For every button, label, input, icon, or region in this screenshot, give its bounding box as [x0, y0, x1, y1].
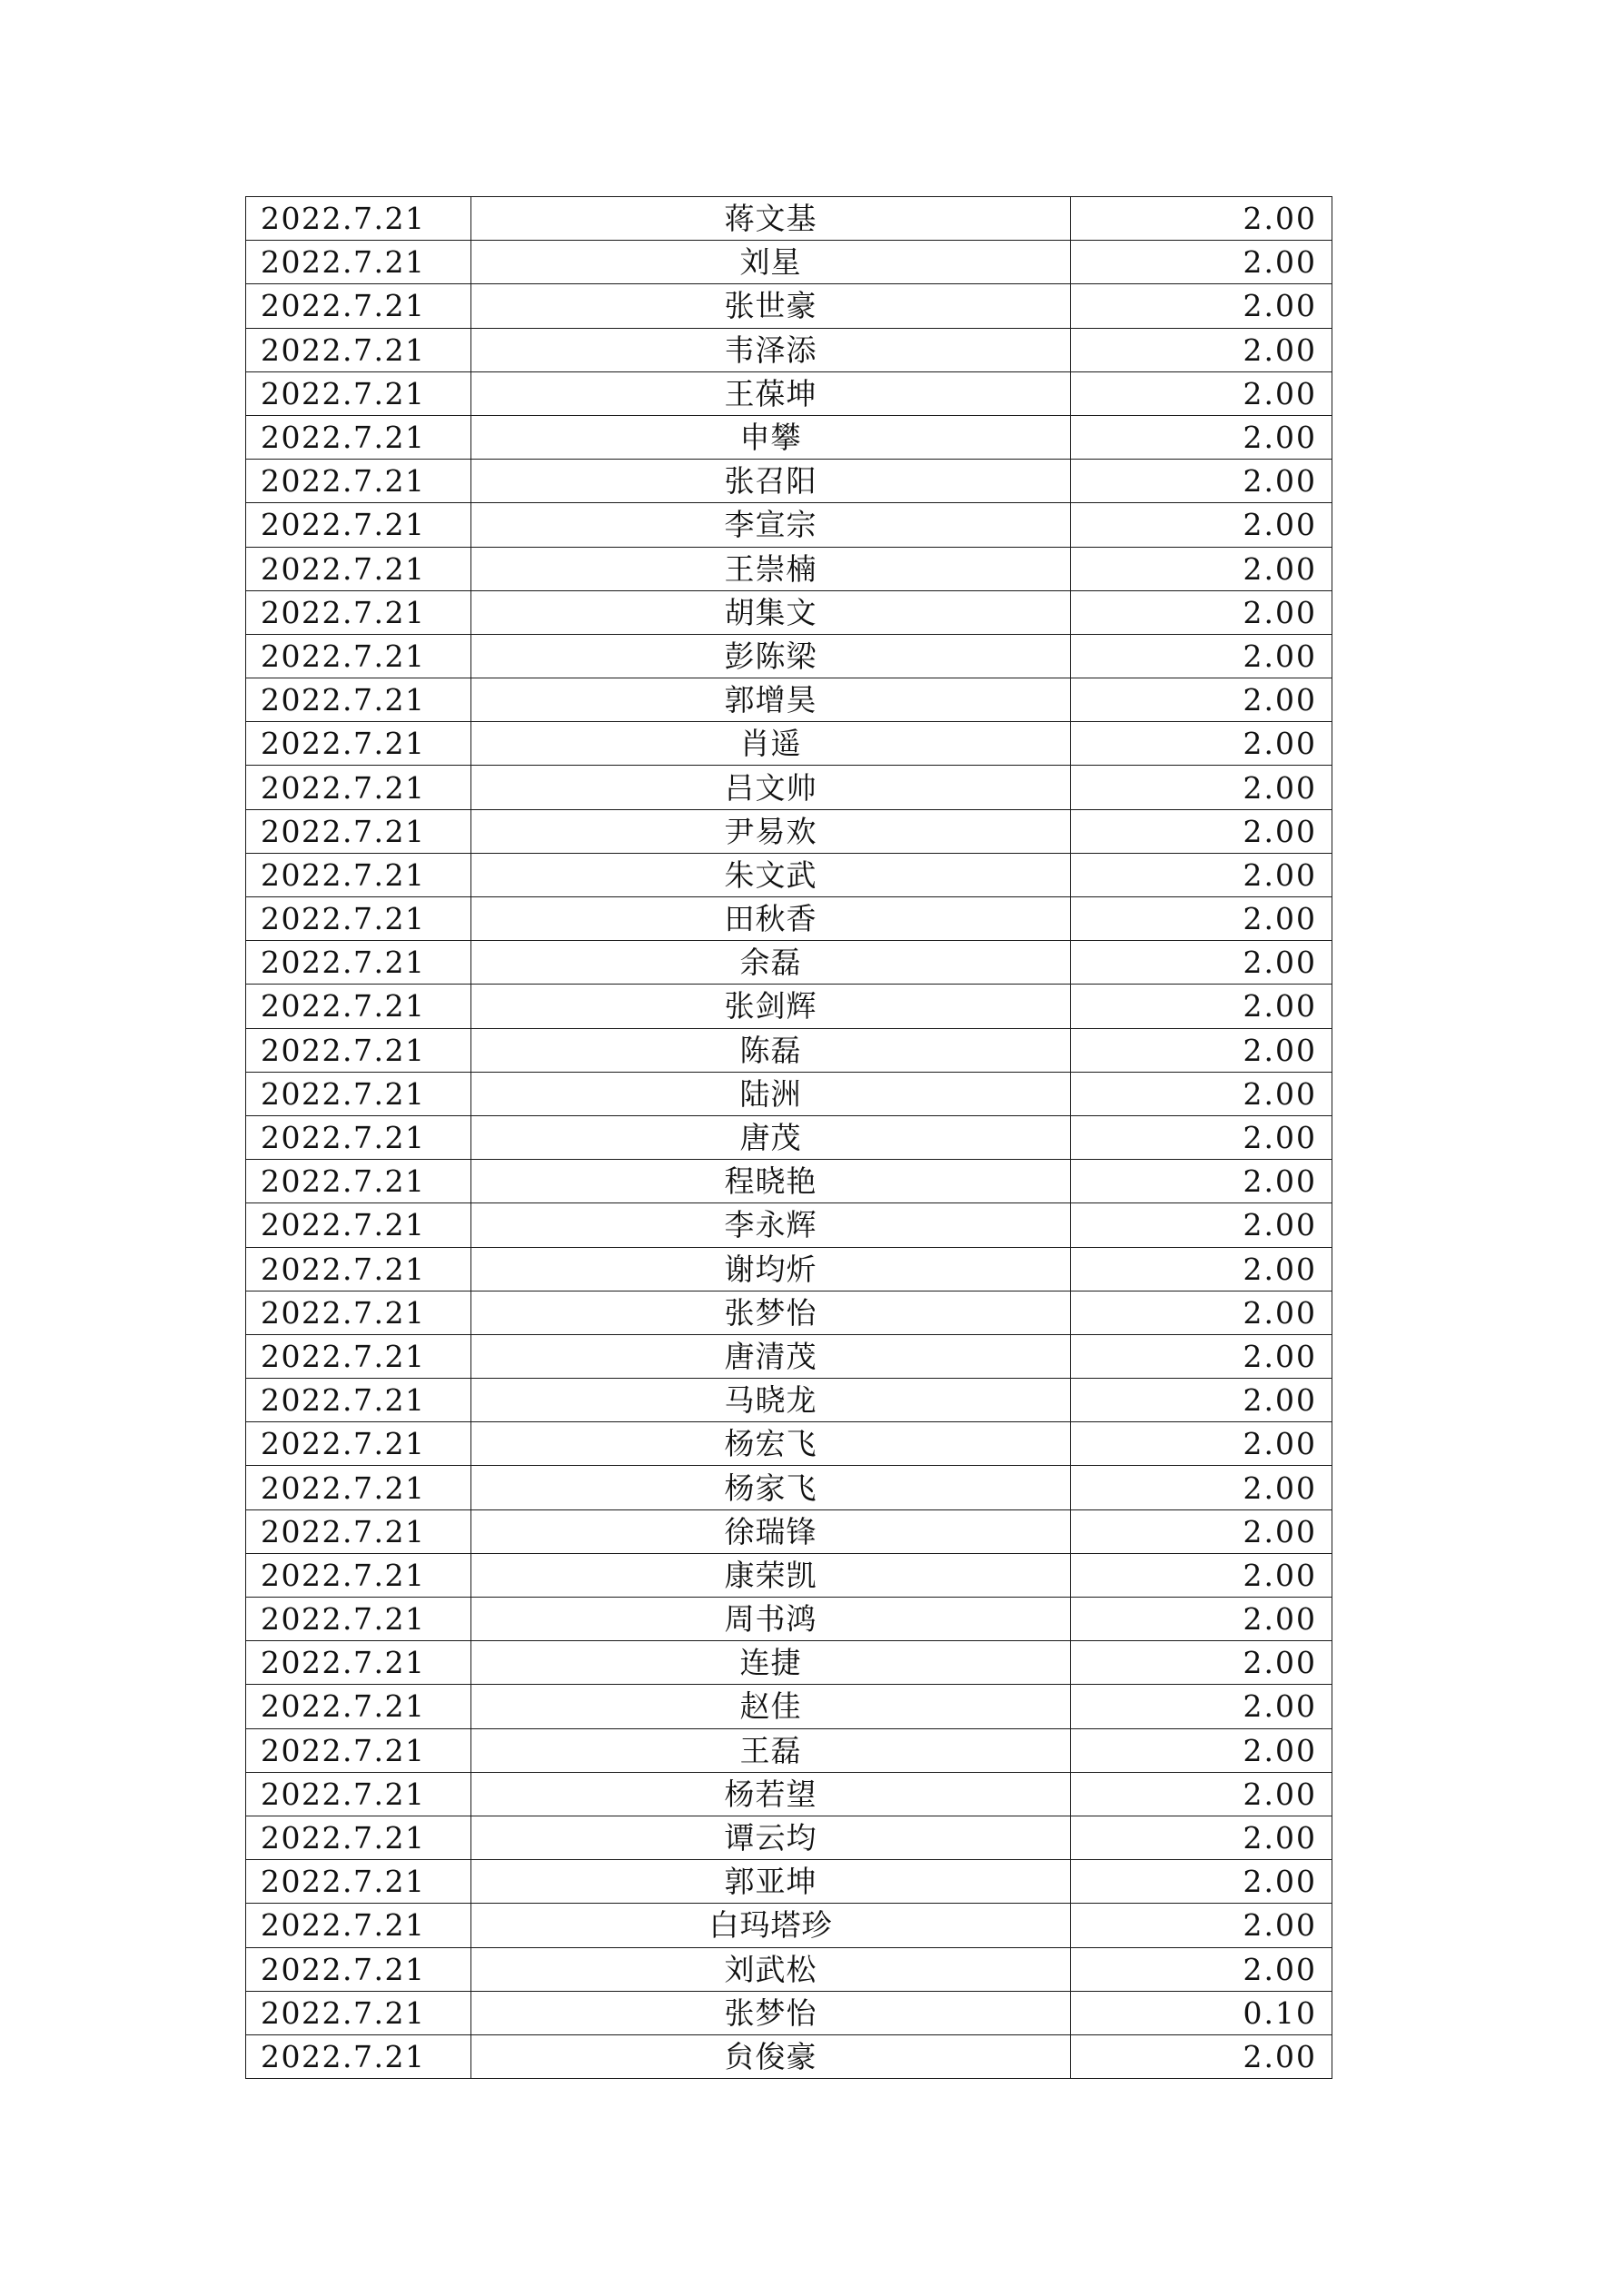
date-cell: 2022.7.21 — [246, 1947, 471, 1991]
amount-cell: 2.00 — [1071, 415, 1332, 459]
amount-cell: 2.00 — [1071, 1685, 1332, 1728]
date-cell: 2022.7.21 — [246, 1509, 471, 1553]
amount-cell: 2.00 — [1071, 1509, 1332, 1553]
name-cell: 谭云均 — [471, 1816, 1071, 1859]
date-cell: 2022.7.21 — [246, 197, 471, 241]
amount-cell: 2.00 — [1071, 1247, 1332, 1291]
amount-cell: 2.00 — [1071, 590, 1332, 634]
amount-cell: 0.10 — [1071, 1991, 1332, 2034]
amount-cell: 2.00 — [1071, 1115, 1332, 1159]
date-cell: 2022.7.21 — [246, 1598, 471, 1641]
date-cell: 2022.7.21 — [246, 547, 471, 590]
table-row — [246, 1991, 1332, 2034]
name-cell: 张召阳 — [471, 460, 1071, 503]
date-cell: 2022.7.21 — [246, 1379, 471, 1422]
table-row — [246, 1160, 1332, 1203]
table-row — [246, 897, 1332, 941]
date-cell: 2022.7.21 — [246, 1334, 471, 1378]
amount-cell: 2.00 — [1071, 1160, 1332, 1203]
name-cell: 朱文武 — [471, 853, 1071, 896]
date-cell: 2022.7.21 — [246, 985, 471, 1028]
date-cell: 2022.7.21 — [246, 1772, 471, 1816]
date-cell: 2022.7.21 — [246, 1203, 471, 1247]
date-cell: 2022.7.21 — [246, 1553, 471, 1597]
name-cell: 杨家飞 — [471, 1466, 1071, 1509]
amount-cell: 2.00 — [1071, 1203, 1332, 1247]
table-row — [246, 1685, 1332, 1728]
name-cell: 马晓龙 — [471, 1379, 1071, 1422]
name-cell: 杨宏飞 — [471, 1422, 1071, 1466]
table-row — [246, 1904, 1332, 1947]
table-row — [246, 1072, 1332, 1115]
amount-cell: 2.00 — [1071, 1598, 1332, 1641]
table-row — [246, 809, 1332, 853]
date-cell: 2022.7.21 — [246, 284, 471, 328]
amount-cell: 2.00 — [1071, 1816, 1332, 1859]
name-cell: 刘星 — [471, 241, 1071, 284]
name-cell: 郭亚坤 — [471, 1860, 1071, 1904]
name-cell: 唐清茂 — [471, 1334, 1071, 1378]
amount-cell: 2.00 — [1071, 853, 1332, 896]
date-cell: 2022.7.21 — [246, 328, 471, 371]
date-cell: 2022.7.21 — [246, 371, 471, 415]
table-row — [246, 1466, 1332, 1509]
name-cell: 蒋文基 — [471, 197, 1071, 241]
name-cell: 余磊 — [471, 941, 1071, 985]
date-cell: 2022.7.21 — [246, 678, 471, 722]
name-cell: 王葆坤 — [471, 371, 1071, 415]
table-row — [246, 941, 1332, 985]
amount-cell: 2.00 — [1071, 460, 1332, 503]
table-row — [246, 2034, 1332, 2078]
amount-cell: 2.00 — [1071, 1904, 1332, 1947]
date-cell: 2022.7.21 — [246, 590, 471, 634]
name-cell: 彭陈梁 — [471, 634, 1071, 678]
amount-cell: 2.00 — [1071, 1028, 1332, 1072]
name-cell: 徐瑞锋 — [471, 1509, 1071, 1553]
name-cell: 赵佳 — [471, 1685, 1071, 1728]
table-row — [246, 1641, 1332, 1685]
name-cell: 唐茂 — [471, 1115, 1071, 1159]
name-cell: 尹易欢 — [471, 809, 1071, 853]
name-cell: 胡集文 — [471, 590, 1071, 634]
table-row — [246, 371, 1332, 415]
amount-cell: 2.00 — [1071, 2034, 1332, 2078]
table-row — [246, 1379, 1332, 1422]
name-cell: 陈磊 — [471, 1028, 1071, 1072]
amount-cell: 2.00 — [1071, 809, 1332, 853]
table-row — [246, 1598, 1332, 1641]
amount-cell: 2.00 — [1071, 371, 1332, 415]
table-row — [246, 1334, 1332, 1378]
table-row — [246, 1028, 1332, 1072]
table-row — [246, 1553, 1332, 1597]
amount-cell: 2.00 — [1071, 1422, 1332, 1466]
name-cell: 韦泽添 — [471, 328, 1071, 371]
date-cell: 2022.7.21 — [246, 1422, 471, 1466]
date-cell: 2022.7.21 — [246, 1466, 471, 1509]
table-row — [246, 590, 1332, 634]
date-cell: 2022.7.21 — [246, 1115, 471, 1159]
table-row — [246, 1816, 1332, 1859]
amount-cell: 2.00 — [1071, 722, 1332, 766]
name-cell: 程晓艳 — [471, 1160, 1071, 1203]
name-cell: 连捷 — [471, 1641, 1071, 1685]
table-row — [246, 722, 1332, 766]
name-cell: 吕文帅 — [471, 766, 1071, 809]
date-cell: 2022.7.21 — [246, 460, 471, 503]
name-cell: 田秋香 — [471, 897, 1071, 941]
table-body — [246, 197, 1332, 2079]
table-row — [246, 1860, 1332, 1904]
date-cell: 2022.7.21 — [246, 1685, 471, 1728]
table-row — [246, 241, 1332, 284]
amount-cell: 2.00 — [1071, 1553, 1332, 1597]
date-cell: 2022.7.21 — [246, 1641, 471, 1685]
amount-cell: 2.00 — [1071, 547, 1332, 590]
table-row — [246, 1115, 1332, 1159]
table-row — [246, 1509, 1332, 1553]
date-cell: 2022.7.21 — [246, 1860, 471, 1904]
table-row — [246, 547, 1332, 590]
date-cell: 2022.7.21 — [246, 415, 471, 459]
date-cell: 2022.7.21 — [246, 1247, 471, 1291]
amount-cell: 2.00 — [1071, 1728, 1332, 1772]
amount-cell: 2.00 — [1071, 766, 1332, 809]
amount-cell: 2.00 — [1071, 241, 1332, 284]
name-cell: 申攀 — [471, 415, 1071, 459]
name-cell: 谢均炘 — [471, 1247, 1071, 1291]
date-cell: 2022.7.21 — [246, 1160, 471, 1203]
date-cell: 2022.7.21 — [246, 809, 471, 853]
amount-cell: 2.00 — [1071, 985, 1332, 1028]
date-cell: 2022.7.21 — [246, 766, 471, 809]
name-cell: 肖遥 — [471, 722, 1071, 766]
date-cell: 2022.7.21 — [246, 241, 471, 284]
table-row — [246, 1203, 1332, 1247]
table-row — [246, 284, 1332, 328]
table-row — [246, 415, 1332, 459]
table-row — [246, 634, 1332, 678]
table-row — [246, 503, 1332, 547]
amount-cell: 2.00 — [1071, 634, 1332, 678]
date-cell: 2022.7.21 — [246, 1816, 471, 1859]
name-cell: 张世豪 — [471, 284, 1071, 328]
date-cell: 2022.7.21 — [246, 634, 471, 678]
amount-cell: 2.00 — [1071, 897, 1332, 941]
amount-cell: 2.00 — [1071, 1947, 1332, 1991]
amount-cell: 2.00 — [1071, 328, 1332, 371]
name-cell: 康荣凯 — [471, 1553, 1071, 1597]
name-cell: 郭增昊 — [471, 678, 1071, 722]
date-cell: 2022.7.21 — [246, 1072, 471, 1115]
date-cell: 2022.7.21 — [246, 853, 471, 896]
table-row — [246, 1772, 1332, 1816]
amount-cell: 2.00 — [1071, 1772, 1332, 1816]
name-cell: 张梦怡 — [471, 1291, 1071, 1334]
amount-cell: 2.00 — [1071, 1072, 1332, 1115]
name-cell: 李永辉 — [471, 1203, 1071, 1247]
donation-table — [245, 196, 1332, 2079]
table-row — [246, 197, 1332, 241]
date-cell: 2022.7.21 — [246, 941, 471, 985]
donation-table-page — [245, 196, 1332, 2079]
date-cell: 2022.7.21 — [246, 722, 471, 766]
amount-cell: 2.00 — [1071, 197, 1332, 241]
amount-cell: 2.00 — [1071, 1334, 1332, 1378]
date-cell: 2022.7.21 — [246, 1291, 471, 1334]
amount-cell: 2.00 — [1071, 1860, 1332, 1904]
name-cell: 王磊 — [471, 1728, 1071, 1772]
date-cell: 2022.7.21 — [246, 2034, 471, 2078]
table-row — [246, 460, 1332, 503]
table-row — [246, 678, 1332, 722]
table-row — [246, 1291, 1332, 1334]
name-cell: 周书鸿 — [471, 1598, 1071, 1641]
name-cell: 杨若望 — [471, 1772, 1071, 1816]
date-cell: 2022.7.21 — [246, 503, 471, 547]
name-cell: 李宣宗 — [471, 503, 1071, 547]
amount-cell: 2.00 — [1071, 941, 1332, 985]
name-cell: 刘武松 — [471, 1947, 1071, 1991]
amount-cell: 2.00 — [1071, 1379, 1332, 1422]
table-row — [246, 853, 1332, 896]
table-row — [246, 1947, 1332, 1991]
name-cell: 陆洲 — [471, 1072, 1071, 1115]
table-row — [246, 1728, 1332, 1772]
name-cell: 张剑辉 — [471, 985, 1071, 1028]
name-cell: 王崇楠 — [471, 547, 1071, 590]
table-row — [246, 985, 1332, 1028]
date-cell: 2022.7.21 — [246, 897, 471, 941]
name-cell: 贠俊豪 — [471, 2034, 1071, 2078]
date-cell: 2022.7.21 — [246, 1728, 471, 1772]
amount-cell: 2.00 — [1071, 678, 1332, 722]
table-row — [246, 1247, 1332, 1291]
amount-cell: 2.00 — [1071, 1466, 1332, 1509]
amount-cell: 2.00 — [1071, 1291, 1332, 1334]
name-cell: 白玛塔珍 — [471, 1904, 1071, 1947]
date-cell: 2022.7.21 — [246, 1904, 471, 1947]
amount-cell: 2.00 — [1071, 284, 1332, 328]
amount-cell: 2.00 — [1071, 503, 1332, 547]
amount-cell: 2.00 — [1071, 1641, 1332, 1685]
table-row — [246, 766, 1332, 809]
date-cell: 2022.7.21 — [246, 1028, 471, 1072]
date-cell: 2022.7.21 — [246, 1991, 471, 2034]
table-row — [246, 1422, 1332, 1466]
name-cell: 张梦怡 — [471, 1991, 1071, 2034]
table-row — [246, 328, 1332, 371]
